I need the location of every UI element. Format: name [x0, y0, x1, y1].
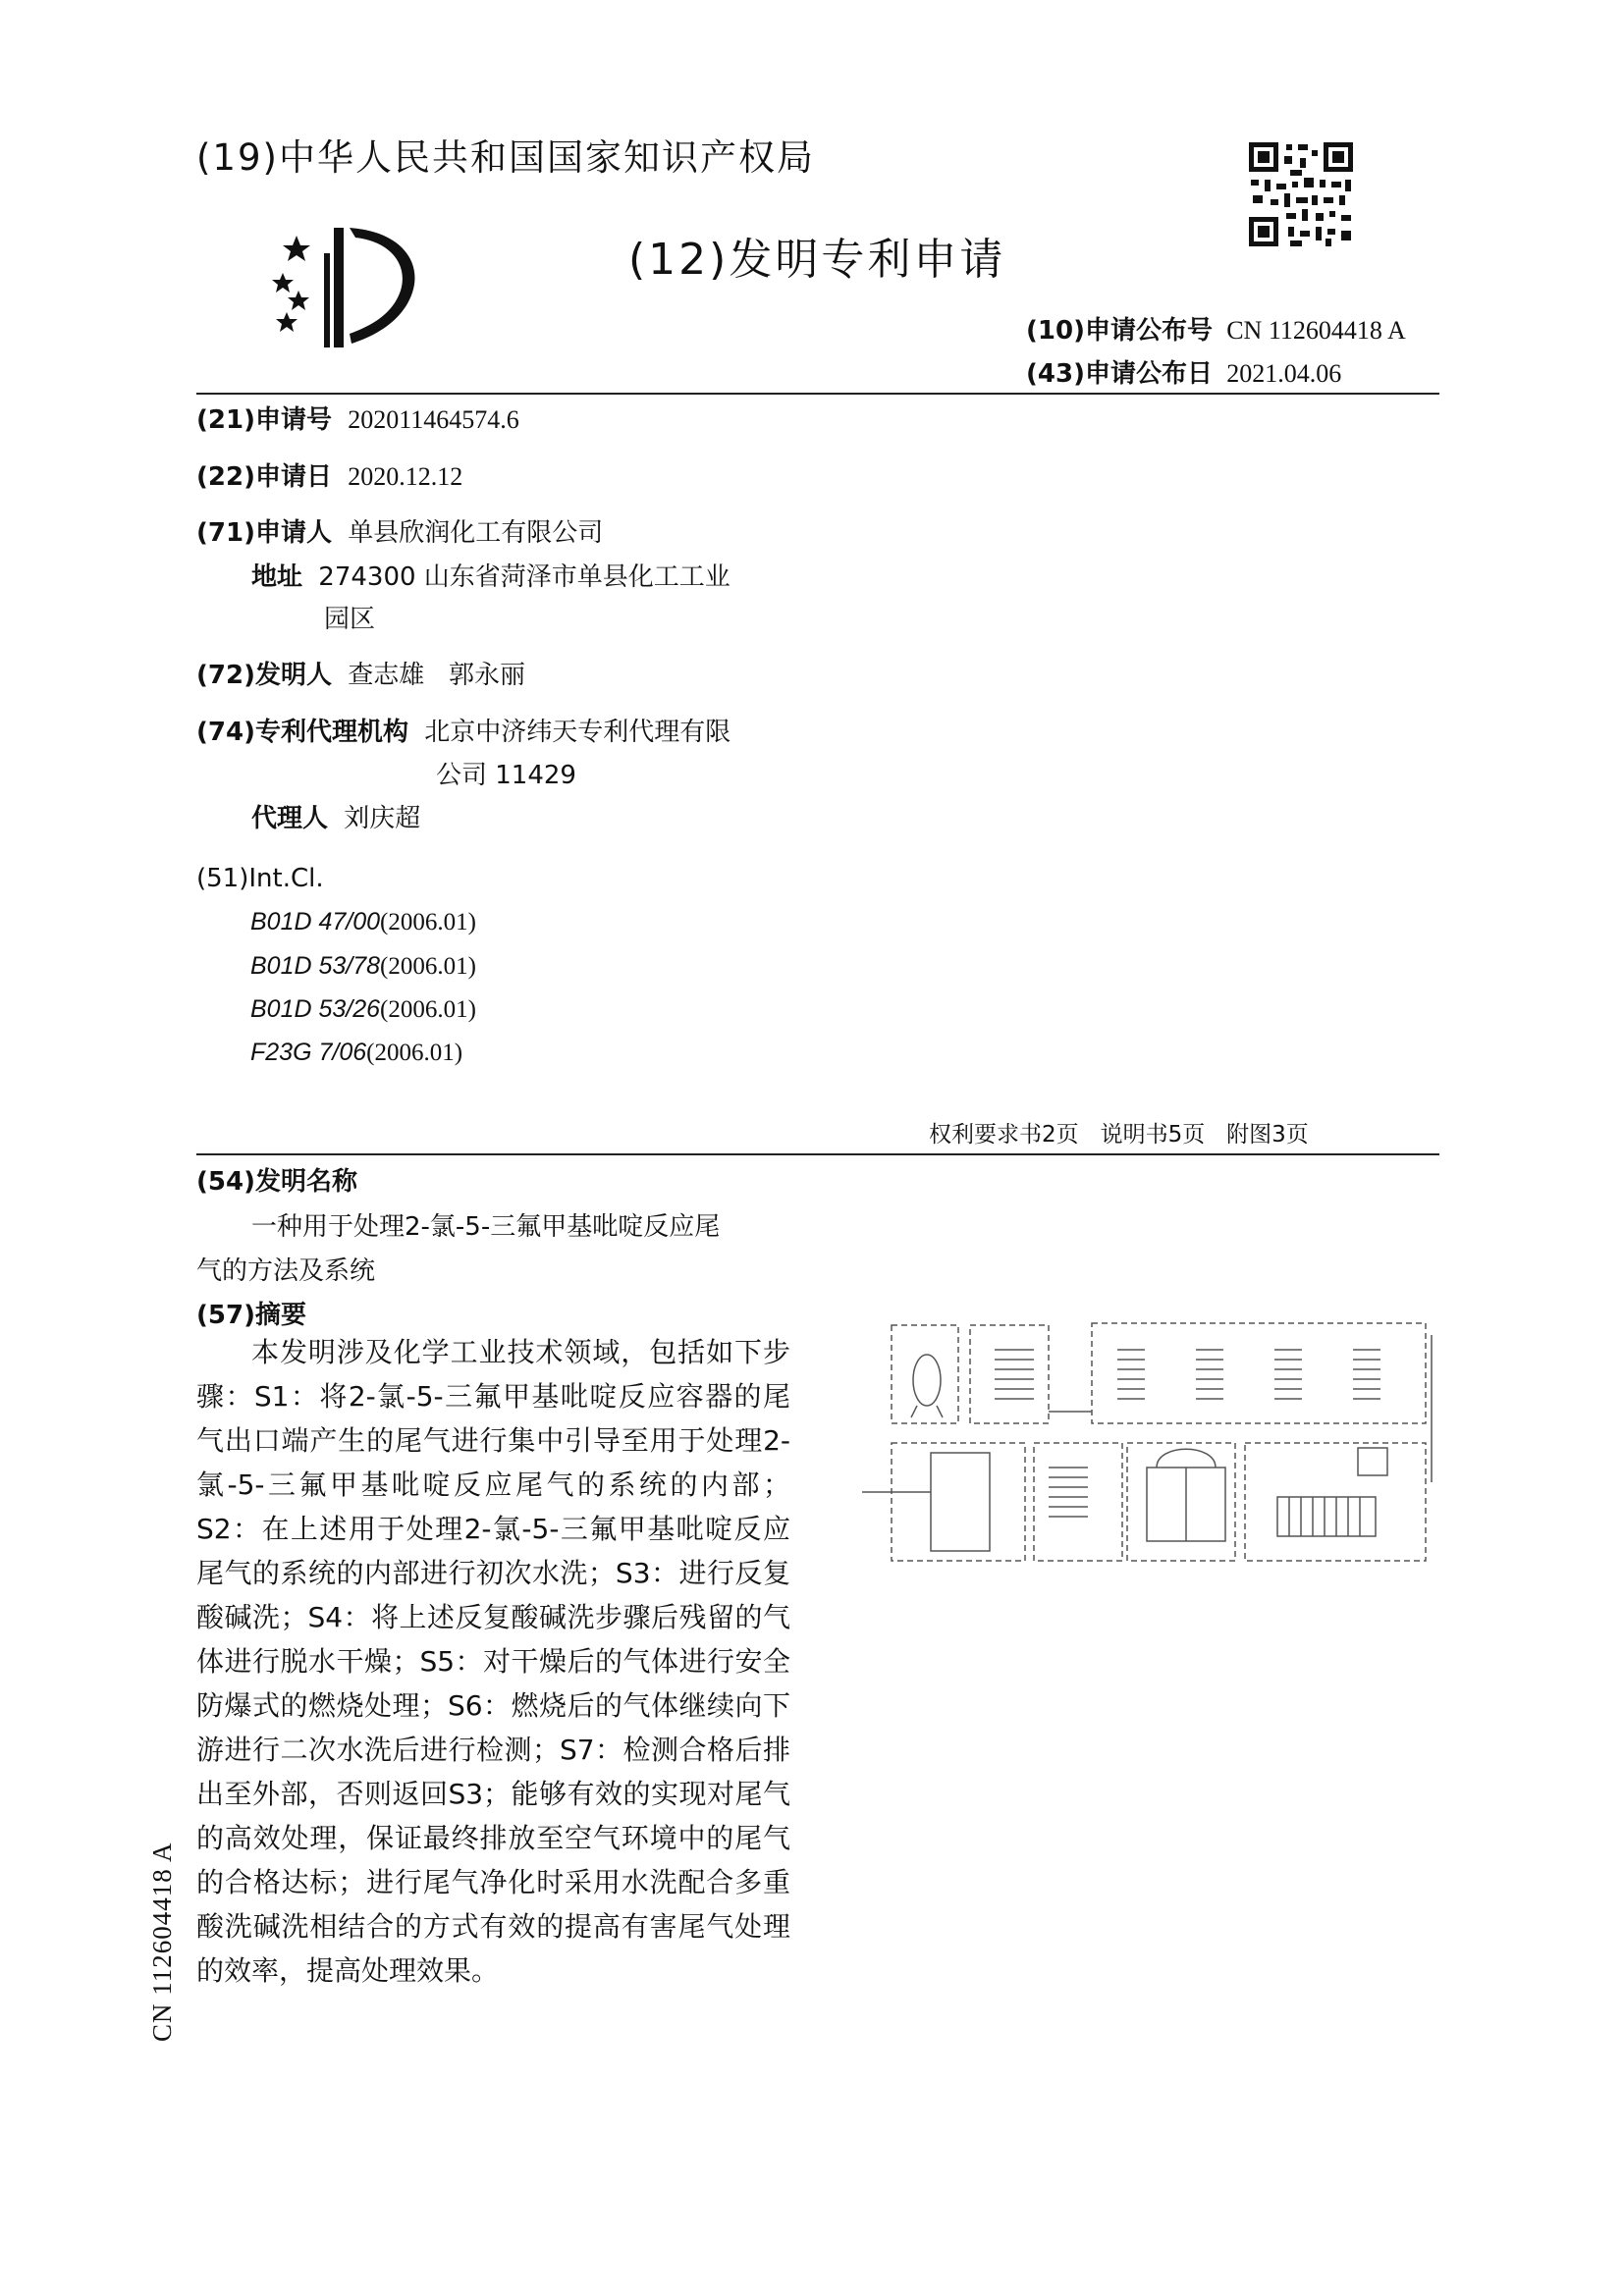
publication-number: CN 112604418 A [1226, 316, 1406, 345]
inventor-label: (72)发明人 [196, 661, 332, 690]
side-publication-number: CN 112604418 A [147, 1842, 177, 2042]
intcl-entry: B01D 47/00(2006.01) [250, 908, 476, 935]
cnipa-logo [265, 224, 432, 351]
summary-divider [196, 1153, 1439, 1155]
document-type: (12)发明专利申请 [628, 235, 1006, 285]
agency-line-1: 北京中济纬天专利代理有限 [424, 718, 731, 747]
applicant: 单县欣润化工有限公司 [348, 518, 604, 548]
applicant-label: (71)申请人 [196, 518, 332, 548]
abstract-text: 本发明涉及化学工业技术领域，包括如下步骤：S1：将2-氯-5-三氟甲基吡啶反应容器的尾气出口端产生的尾气进行集中引导至用于处理2-氯-5-三氟甲基吡啶反应尾气的系统的内部；S2：在上述用于处理2-氯-5-三氟甲基吡啶反应尾气的系统的内部进行初次水洗；S3：进行反复酸碱洗；S4：将上述反复酸碱洗步骤后残留的气体进行脱水干燥；S5：对干燥后的气体进行安全防爆式的燃烧处理；S6：燃烧后的气体继续向下游进行二次水洗后进行检测；S7：检测合格后排出至外部，否则返回S3；能够有效的实现对尾气的高效处理，保证最终排放至空气环境中的尾气的合格达标；进行尾气净化时采用水洗配合多重酸洗碱洗相结合的方式有效的提高有害尾气处理的效率，提高处理效果。 [196, 1336, 790, 1987]
intcl-label: (51)Int.Cl. [196, 864, 324, 893]
publication-date-label: (43)申请公布日 [1026, 359, 1213, 389]
application-date: 2020.12.12 [348, 462, 463, 491]
address-line-2: 园区 [324, 605, 376, 634]
application-number-label: (21)申请号 [196, 405, 332, 435]
agency-line-2: 公司 11429 [436, 761, 576, 790]
page-count-summary: 权利要求书2页 说明书5页 附图3页 [929, 1122, 1309, 1148]
application-date-row [196, 455, 462, 499]
invention-title-line-1: 一种用于处理2-氯-5-三氟甲基吡啶反应尾 [251, 1212, 721, 1242]
agent: 刘庆超 [344, 804, 421, 833]
application-number-row [196, 399, 519, 442]
publication-date-row [1026, 353, 1341, 390]
intcl-entry: B01D 53/26(2006.01) [250, 995, 476, 1023]
invention-title-line-2: 气的方法及系统 [196, 1256, 376, 1286]
title-label: (54)发明名称 [196, 1167, 357, 1197]
qr-code [1247, 140, 1355, 248]
address-label: 地址 [251, 562, 303, 592]
office-name: (19)中华人民共和国国家知识产权局 [196, 136, 815, 179]
abstract-label: (57)摘要 [196, 1301, 306, 1330]
publication-date: 2021.04.06 [1226, 359, 1342, 388]
application-number: 202011464574.6 [348, 405, 519, 434]
intcl-entry: F23G 7/06(2006.01) [250, 1039, 463, 1066]
inventors: 查志雄 郭永丽 [348, 661, 526, 690]
representative-drawing [852, 1296, 1441, 1610]
header-divider [196, 393, 1439, 395]
intcl-entry: B01D 53/78(2006.01) [250, 952, 476, 980]
agent-row [251, 797, 420, 840]
publication-number-label: (10)申请公布号 [1026, 316, 1213, 346]
address-row [251, 556, 730, 599]
agent-label: 代理人 [251, 804, 329, 833]
publication-number-row [1026, 310, 1406, 347]
agency-label: (74)专利代理机构 [196, 718, 408, 747]
applicant-row [196, 511, 603, 555]
agency-row [196, 711, 730, 754]
application-date-label: (22)申请日 [196, 462, 332, 492]
address-line-1: 274300 山东省菏泽市单县化工工业 [318, 562, 730, 592]
inventor-row [196, 654, 525, 697]
